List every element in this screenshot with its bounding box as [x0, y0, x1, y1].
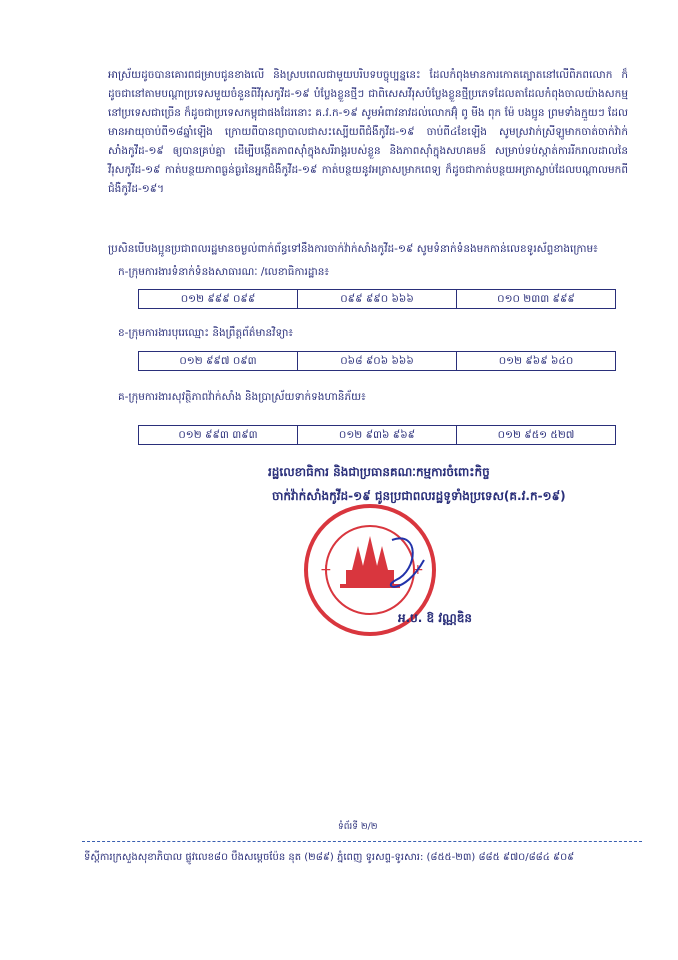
phone-cell: ០១២ ៩៥១ ៥២៧ [497, 429, 575, 441]
signatory-name: អ.ប. ឱ វណ្ណឌិន [398, 611, 473, 625]
footer-divider [82, 841, 642, 842]
page-number: ទំព័រទី ២/២ [338, 822, 378, 832]
group-label-a: ក-ក្រុមការងារទំនាក់ទំនងសាធារណៈ /លេខាធិការដ្ឋាន៖ [118, 266, 330, 278]
footer-address: ទីស្តីការក្រសួងសុខាភិបាល ផ្លូវលេខ៨០ បឹងសម្តេចប៉ែន នុត (២៨៩) ភ្នំពេញ ទូរសព្ទ-ទូរសារ: (៨៥៥-២៣) ៨៨៥ ៩៧០/៨៨៤ ៩០៩ [84, 852, 575, 863]
body-paragraph-1: អាស្រ័យដូចបានគោរពជម្រាបជូនខាងលើ និងស្របពេលជាមួយបរិបទបច្ចុប្បន្ននេះ ដែលកំពុងមានការកោតត្បោតនៅលើពិភពលោក ក៏ដូចជានៅតាមបណ្តាប្រទេសមួយចំនួនពីវីរុសកូវីដ-១៩ បំប្លែងខ្លួនថ្មីៗ ជាពិសេសវីរុសបំប្លែងខ្លួនថ្មីប្រភេទដែលតាដែលកំពុងចាលយ៉ាងសកម្មនៅប្រទេសជាច្រើន ក៏ដូចជាប្រទេសកម្ពុជាផងដែរនោះ គ.វ.ក-១៩ សូមអំពាវនាវដល់លោកអ៊ុំ ពូ មីង ពុក ម៉ែ បងប្អូន ព្រមទាំងក្មួយៗ ដែលមានអាយុចាប់ពី១៨ឆ្នាំឡើង ក្រោយពីបានព្យាបាលជាសះស្បើយពីជំងឺកូវីដ-១៩ ចាប់ពី៤ខែឡើង សូមស្រវាក់ស្រីឡូមាកចាត់ចាក់វ៉ាក់សាំងកូវីដ-១៩ ឲ្យបានគ្រប់គ្នា ដើម្បីបង្កើតភាពស៊ាំក្នុងសរីរាង្គរបស់ខ្លួន និងភាពស៊ាំក្នុងសហគមន៍ សម្រាប់ទប់ស្កាត់ការរីករាលដាលនៃវីរុសកូវីដ-១៩ កាត់បន្ថយភាពធ្ងន់ធ្ងរនៃអ្នកជំងឺកូវីដ-១៩ កាត់បន្ថយនូវអត្រាសម្រាកពេទ្យ ក៏ដូចជាកាត់បន្ថយអត្រាស្លាប់ដែលបណ្តាលមកពីជំងឺកូវីដ-១៩។ [108, 69, 628, 195]
phone-cell: ០១២ ៩៣៦ ៩៦៩ [298, 426, 457, 444]
phone-cell: ០១២ ៩៩៧ ០៩៣ [139, 352, 298, 370]
phone-table-a [138, 289, 616, 309]
group-label-b: ខ-ក្រុមការងារបុរេឈ្មោះ និងព្រឹត្តព័ត៌មានវិទ្យា៖ [118, 327, 294, 339]
phone-table-b [138, 351, 616, 371]
phone-cell: ០១២ ៩៩៩ ០៩៩ [139, 290, 298, 308]
svg-text:+: + [412, 562, 424, 578]
phone-cell: ០១២ ៩៩៣ ៣៩៣ [139, 426, 298, 444]
phone-cell: ០១២ ៩៦៩ ៦៤០ [498, 355, 574, 367]
phone-cell: ០៩៩ ៩៩០ ៦៦៦ [298, 290, 457, 308]
signatory-title-line-2: ចាក់វ៉ាក់សាំងកូវីដ-១៩ ជូនប្រជាពលរដ្ឋទូទាំងប្រទេស(គ.វ.ក-១៩) [272, 489, 566, 503]
group-label-c: គ-ក្រុមការងារសុវត្ថិភាពវ៉ាក់សាំង និងប្រាស្រ័យទាក់ទងហានិភ័យ៖ [118, 391, 366, 403]
body-paragraph-2: ប្រសិនបើបងប្អូនប្រជាពលរដ្ឋមានចម្ងល់ពាក់ព័ន្ធទៅនឹងការចាក់វ៉ាក់សាំងកូវីដ-១៩ សូមទំនាក់ទំនងមកកាន់លេខទូរស័ព្ទខាងក្រោម៖ [108, 243, 598, 255]
phone-cell: ០១០ ២៣៣ ៩៩៩ [497, 293, 575, 305]
svg-text:+: + [320, 562, 332, 578]
phone-table-c [138, 425, 616, 445]
signatory-title-line-1: រដ្ឋលេខាធិការ និងជាប្រធានគណៈកម្មការចំពោះកិច្ច [268, 465, 490, 479]
phone-cell: ០៦៨ ៩០៦ ៦៦៦ [298, 352, 457, 370]
